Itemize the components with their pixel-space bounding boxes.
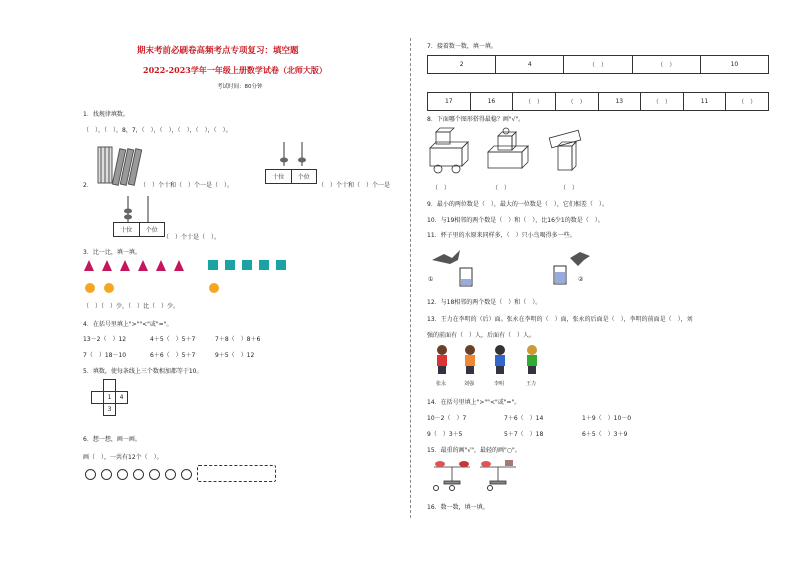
q16: 16．数一数，填一填。 <box>427 504 489 511</box>
q7-r2-c3[interactable]: （ ） <box>513 93 556 110</box>
block-figure-2 <box>486 128 530 172</box>
q5-title: 5．填数，使每条线上三个数相加都等于10。 <box>83 368 203 375</box>
q14-r1-1: 10－2（ ）7 <box>427 415 467 422</box>
q7-r2-c7: 11 <box>684 93 727 110</box>
q2-a: （ ）个十和（ ）个一是（ ）。 <box>140 182 234 189</box>
q7-r2-c1: 17 <box>428 93 471 110</box>
children-figures <box>430 344 550 378</box>
q7-r2-c6[interactable]: （ ） <box>641 93 684 110</box>
q12: 12．与18相邻的两个数是（ ）和（ ）。 <box>427 299 542 306</box>
q4-r1-1: 13－2（ ）12 <box>83 336 127 343</box>
q4-r1-3: 7＋8（ ）8＋6 <box>215 336 261 343</box>
q7-r2-c2: 16 <box>471 93 514 110</box>
q9: 9．最小的两位数是（ ），最大的一位数是（ ），它们相差（ ）。 <box>427 201 608 208</box>
q1-line: （ ），（ ），8，7，（ ），（ ），（ ），（ ），（ ）。 <box>83 127 232 134</box>
q1-title: 1．找规律填数。 <box>83 111 129 118</box>
circle-1 <box>85 469 96 480</box>
q4-r1-2: 4＋5（ ）5＋7 <box>150 336 196 343</box>
dots-row-left <box>84 283 124 295</box>
q7-row2 <box>427 92 769 111</box>
ones-label: 个位 <box>145 227 158 234</box>
q6-line: 画（ ），一共有12个（ ）。 <box>83 454 163 461</box>
q5-cell-bottom: 3 <box>103 403 116 416</box>
q14-title: 14．在括号里填上">""<"或"="。 <box>427 399 521 406</box>
q11-title: 11．杯子里的水原来同样多，（ ）只小鸟喝得多一些。 <box>427 232 576 239</box>
stick-bundle-icon <box>96 143 146 188</box>
circle-5 <box>149 469 160 480</box>
dots-row-right <box>208 283 238 295</box>
name-wangli: 王力 <box>526 381 537 387</box>
page-title: 期末考前必刷卷高频考点专项复习：填空题 <box>137 46 299 56</box>
q11-label-1: ① <box>428 276 434 283</box>
q4-r2-1: 7（ ）18－10 <box>83 352 127 359</box>
q7-r2-c5: 13 <box>599 93 642 110</box>
draw-answer-box[interactable] <box>197 465 276 482</box>
q8-mark-3[interactable]: （ ） <box>560 185 579 192</box>
q7-r1-c4[interactable]: （ ） <box>633 56 701 73</box>
q11-label-2: ② <box>578 276 584 283</box>
circle-2 <box>101 469 112 480</box>
circle-4 <box>133 469 144 480</box>
q13-line1: 13．王力在李明的（后）面。张永在李明的（ ）面，张永的后面是（ ），李明的前面是（ ），刘 <box>427 316 693 323</box>
q7-r2-c8[interactable]: （ ） <box>738 99 757 106</box>
q14-r2-2: 5＋7（ ）18 <box>504 431 544 438</box>
q14-r1-3: 1＋9（ ）10－0 <box>582 415 632 422</box>
q7-r1-c3[interactable]: （ ） <box>564 56 632 73</box>
bird-drinking-icon-1 <box>430 246 476 288</box>
q8-mark-2[interactable]: （ ） <box>492 185 511 192</box>
q7-row1 <box>427 55 769 74</box>
place-value-chart-2 <box>113 222 165 237</box>
q14-r2-3: 6＋5（ ）3＋9 <box>582 431 628 438</box>
q2-label: 2． <box>83 182 93 189</box>
block-figure-3 <box>548 128 584 172</box>
q7-r1-c1: 2 <box>428 56 496 73</box>
q7-r1-c5: 10 <box>730 61 739 68</box>
q7-r1-c2: 4 <box>496 56 564 73</box>
circle-7 <box>181 469 192 480</box>
place-value-chart-1 <box>265 169 317 184</box>
q2-b: （ ）个十和（ ）个一是 <box>318 182 391 189</box>
q8-mark-1[interactable]: （ ） <box>432 185 451 192</box>
tens-label: 十位 <box>266 170 292 183</box>
q10: 10．与19相邻的两个数是（ ）和（ ），比16少1的数是（ ）。 <box>427 217 604 224</box>
ones-label: 个位 <box>297 174 310 181</box>
circle-6 <box>165 469 176 480</box>
abacus-icon <box>275 140 311 166</box>
q4-title: 4．在括号里填上">""<"或"="。 <box>83 321 173 328</box>
squares-row <box>208 260 293 272</box>
q6-title: 6．想一想，画一画。 <box>83 436 141 443</box>
q7-r2-c4[interactable]: （ ） <box>556 93 599 110</box>
q8-title: 8．下面哪个图形搭得最稳？画"√"。 <box>427 116 525 123</box>
q14-r1-2: 7＋6（ ）14 <box>504 415 544 422</box>
q13-line2: 强的前面有（ ）人，后面有（ ）人。 <box>427 332 536 339</box>
q3-line: （ ）（ ）少，（ ）比（ ）少。 <box>83 303 180 310</box>
q5-cell-right: 4 <box>115 391 128 404</box>
q14-r2-1: 9（ ）3＋5 <box>427 431 463 438</box>
circle-3 <box>117 469 128 480</box>
abacus-icon-2 <box>118 196 158 222</box>
name-liming: 李明 <box>494 381 505 387</box>
q15-title: 15．最重的画"√"，最轻的画"○"。 <box>427 447 521 454</box>
page-subtitle: 2022-2023学年一年级上册数学试卷（北师大版） <box>143 65 327 75</box>
exam-time: 考试时间：80分钟 <box>217 84 263 90</box>
balance-scales-icon <box>430 457 520 491</box>
column-divider <box>410 38 411 518</box>
q4-r2-3: 9＋5（ ）12 <box>215 352 255 359</box>
q3-title: 3．比一比，填一填。 <box>83 249 141 256</box>
name-liuqiang: 刘强 <box>464 381 475 387</box>
bird-drinking-icon-2 <box>550 244 594 288</box>
q5-cell-center: 1 <box>103 391 116 404</box>
name-zhangyong: 张永 <box>436 381 447 387</box>
triangles-row <box>84 260 204 272</box>
q7-title: 7．接着数一数，填一填。 <box>427 43 497 50</box>
block-figure-1 <box>428 128 468 174</box>
q4-r2-2: 6＋6（ ）5＋7 <box>150 352 196 359</box>
q2-c: （ ）个十是（ ）。 <box>163 234 221 241</box>
tens-label: 十位 <box>114 223 140 236</box>
